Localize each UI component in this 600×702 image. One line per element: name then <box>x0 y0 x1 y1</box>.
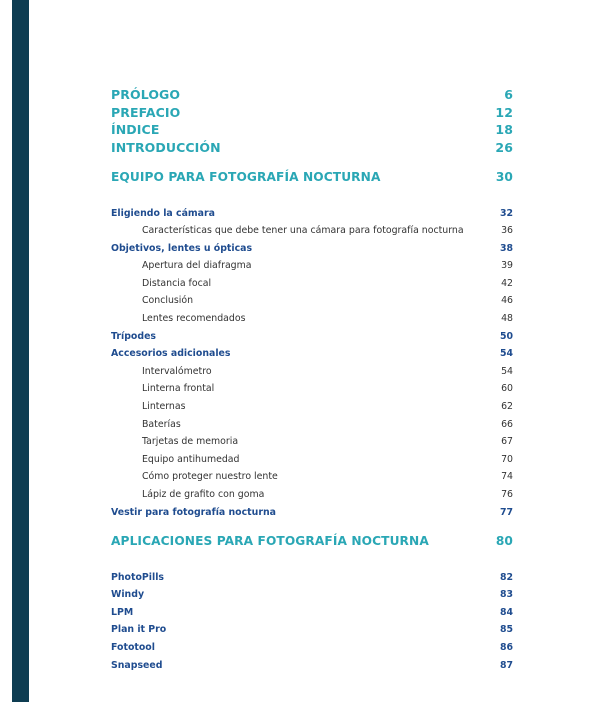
toc-section-page: 80 <box>495 534 513 549</box>
toc-entry-label: Lápiz de grafito con goma <box>142 489 265 500</box>
spacer <box>111 521 513 533</box>
toc-entry-page: 85 <box>499 624 513 636</box>
toc-entry-page: 36 <box>501 225 513 237</box>
page-side-bar <box>12 0 29 702</box>
toc-item-conclusion[interactable] <box>111 292 513 310</box>
toc-item-lentes-recomendados[interactable] <box>111 310 513 328</box>
toc-item-apertura[interactable] <box>111 257 513 275</box>
toc-item-equipo-antihumedad[interactable] <box>111 451 513 469</box>
toc-entry-page: 76 <box>501 489 513 500</box>
toc-entry-page: 18 <box>495 122 513 137</box>
toc-entry-page: 67 <box>501 436 513 448</box>
toc-item-linternas[interactable] <box>111 398 513 416</box>
spacer <box>111 551 513 569</box>
toc-entry-page: 12 <box>495 104 513 120</box>
toc-entry-label: Lentes recomendados <box>142 313 246 325</box>
toc-entry-page: 83 <box>499 589 513 601</box>
toc-entry-label: Tarjetas de memoria <box>142 436 239 448</box>
toc-entry-page: 62 <box>501 401 513 413</box>
toc-entry-label: Trípodes <box>111 330 157 342</box>
toc-entry-page: 39 <box>501 260 513 272</box>
toc-entry-label: Vestir para fotografía nocturna <box>111 506 276 518</box>
toc-app-lpm[interactable] <box>111 604 513 622</box>
toc-entry-page: 42 <box>501 277 513 289</box>
toc-entry-page: 26 <box>495 139 513 155</box>
toc-entry-label: LPM <box>111 606 134 618</box>
toc-item-distancia-focal[interactable] <box>111 275 513 293</box>
toc-entry-page: 87 <box>499 659 513 671</box>
toc-entry-label: Accesorios adicionales <box>111 348 231 360</box>
toc-entry-page: 50 <box>499 330 513 342</box>
toc-subsection-vestir[interactable] <box>111 504 513 522</box>
toc-app-fototool[interactable] <box>111 639 513 657</box>
toc-section-label: APLICACIONES PARA FOTOGRAFÍA NOCTURNA <box>111 534 429 549</box>
toc-entry-page: 70 <box>501 453 513 465</box>
toc-entry-page: 54 <box>499 348 513 360</box>
toc-entry-introduccion[interactable] <box>111 139 513 157</box>
toc-entry-page: 6 <box>504 87 513 102</box>
toc-item-tarjetas-memoria[interactable] <box>111 433 513 451</box>
toc-item-linterna-frontal[interactable] <box>111 380 513 398</box>
toc-entry-page: 66 <box>501 418 513 430</box>
toc-section-aplicaciones[interactable] <box>111 533 513 551</box>
toc-entry-label: Intervalómetro <box>142 365 212 377</box>
toc-item-baterias[interactable] <box>111 416 513 434</box>
toc-entry-indice[interactable] <box>111 121 513 139</box>
toc-entry-label: Cómo proteger nuestro lente <box>142 471 278 483</box>
toc-app-photopills[interactable] <box>111 569 513 587</box>
spacer <box>111 187 513 205</box>
toc-entry-prologo[interactable] <box>111 86 513 104</box>
toc-app-plan-it-pro[interactable] <box>111 621 513 639</box>
toc-entry-page: 84 <box>499 606 513 618</box>
toc-entry-page: 48 <box>501 313 513 325</box>
toc-entry-label: Equipo antihumedad <box>142 453 240 465</box>
toc-entry-label: INTRODUCCIÓN <box>111 139 221 155</box>
toc-subsection-objetivos[interactable] <box>111 240 513 258</box>
toc-entry-label: Apertura del diafragma <box>142 260 252 272</box>
toc-entry-label: Distancia focal <box>142 277 212 289</box>
toc-entry-page: 38 <box>499 242 513 254</box>
toc-app-windy[interactable] <box>111 586 513 604</box>
toc-item-caracteristicas[interactable] <box>111 222 513 240</box>
toc-entry-page: 46 <box>501 295 513 307</box>
toc-entry-label: Eligiendo la cámara <box>111 207 215 219</box>
toc-section-page: 30 <box>495 170 513 184</box>
toc-entry-label: Linterna frontal <box>142 383 215 395</box>
toc-entry-page: 32 <box>499 207 513 219</box>
toc-entry-page: 82 <box>499 571 513 583</box>
toc-entry-page: 74 <box>501 471 513 483</box>
toc-entry-prefacio[interactable] <box>111 104 513 122</box>
toc-entry-label: Snapseed <box>111 659 163 671</box>
toc-section-equipo[interactable] <box>111 169 513 187</box>
toc-item-lapiz-grafito[interactable] <box>111 486 513 504</box>
toc-entry-page: 77 <box>499 506 513 518</box>
toc-entry-page: 54 <box>501 365 513 377</box>
toc-entry-label: Windy <box>111 589 145 601</box>
toc-item-intervalometro[interactable] <box>111 363 513 381</box>
toc-item-proteger-lente[interactable] <box>111 468 513 486</box>
spacer <box>111 156 513 169</box>
toc-entry-label: PhotoPills <box>111 571 164 583</box>
toc-subsection-tripodes[interactable] <box>111 328 513 346</box>
toc-section-label: EQUIPO PARA FOTOGRAFÍA NOCTURNA <box>111 170 381 184</box>
toc-entry-label: Conclusión <box>142 295 194 307</box>
toc-subsection-eligiendo-camara[interactable] <box>111 205 513 223</box>
toc-entry-label: Linternas <box>142 401 186 413</box>
toc-entry-label: Fototool <box>111 642 155 654</box>
toc-subsection-accesorios[interactable] <box>111 345 513 363</box>
toc-entry-label: Plan it Pro <box>111 624 167 636</box>
toc-entry-page: 86 <box>499 642 513 654</box>
toc-entry-label: ÍNDICE <box>111 122 160 137</box>
toc-app-snapseed[interactable] <box>111 657 513 675</box>
toc-entry-page: 60 <box>501 383 513 395</box>
toc-entry-label: PRÓLOGO <box>111 87 181 102</box>
table-of-contents <box>111 86 513 674</box>
toc-entry-label: Características que debe tener una cámara para fotografía nocturna <box>142 225 464 237</box>
toc-entry-label: Baterías <box>142 418 181 430</box>
toc-entry-label: Objetivos, lentes u ópticas <box>111 242 253 254</box>
toc-entry-label: PREFACIO <box>111 104 181 120</box>
